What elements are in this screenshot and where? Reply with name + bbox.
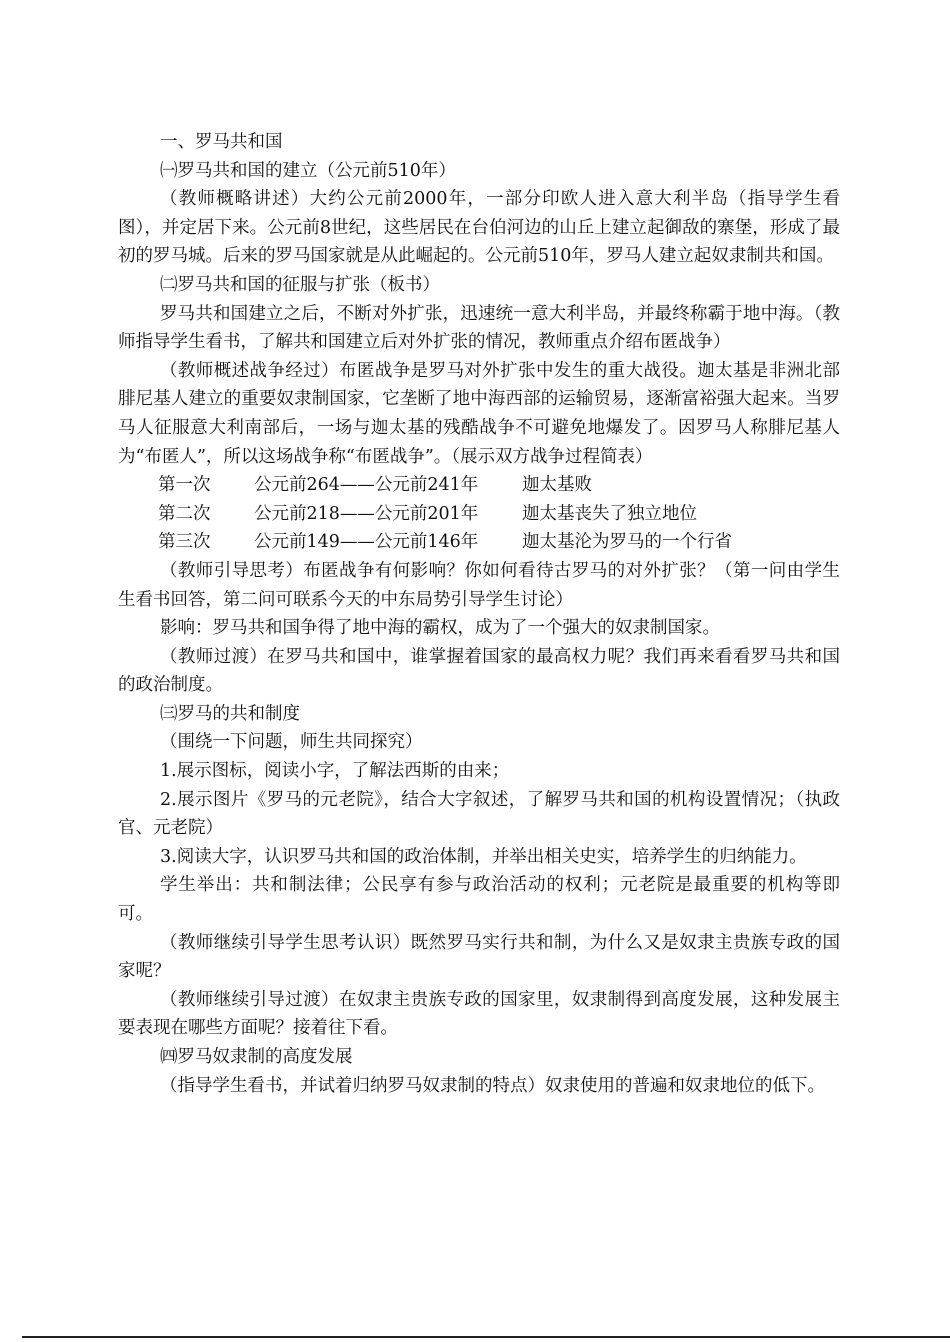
section-3-item-2: 2.展示图片《罗马的元老院》，结合大字叙述，了解罗马共和国的机构设置情况；（执政官、元老院） — [118, 789, 840, 839]
section-2-paragraph-3: （教师引导思考）布匿战争有何影响？你如何看待古罗马的对外扩张？（第一问由学生生看书回答，第二问可联系今天的中东局势引导学生讨论） — [118, 560, 840, 610]
section-2-paragraph-5: （教师过渡）在罗马共和国中，谁掌握着国家的最高权力呢？我们再来看看罗马共和国的政治制度。 — [118, 646, 840, 696]
war-number: 第三次 — [158, 532, 211, 553]
war-result: 迦太基败 — [522, 475, 592, 496]
war-period: 公元前218——公元前201年 — [254, 503, 479, 524]
war-row — [118, 500, 840, 529]
section-2-paragraph-2: （教师概述战争经过）布匿战争是罗马对外扩张中发生的重大战役。迦太基是非洲北部腓尼基人建立的重要奴隶制国家，它垄断了地中海西部的运输贸易，逐渐富裕强大起来。当罗马人征服意大利南部后，一场与迦太基的残酷战争不可避免地爆发了。因罗马人称腓尼基人为“布匿人”，所以这场战争称“布匿战争”。（展示双方战争过程简表） — [118, 360, 840, 467]
document-page — [118, 128, 840, 1100]
section-2-title: ㈡罗马共和国的征服与扩张（板书） — [160, 274, 440, 295]
section-3-paragraph-2: 学生举出：共和制法律；公民享有参与政治活动的权利；元老院是最重要的机构等即可。 — [118, 875, 840, 925]
section-4-title: ㈣罗马奴隶制的高度发展 — [160, 1047, 353, 1067]
war-number: 第二次 — [158, 503, 211, 524]
section-3-item-3: 3.阅读大字，认识罗马共和国的政治体制，并举出相关史实，培养学生的归纳能力。 — [160, 846, 807, 867]
section-3-title: ㈢罗马的共和制度 — [160, 703, 300, 724]
war-result: 迦太基丧失了独立地位 — [522, 503, 697, 524]
section-1-title: ㈠罗马共和国的建立（公元前510年） — [160, 160, 456, 181]
section-1-paragraph: （教师概略讲述）大约公元前2000年，一部分印欧人进入意大利半岛（指导学生看图），并定居下来。公元前8世纪，这些居民在台伯河边的山丘上建立起御敌的寨堡，形成了最初的罗马城。后来的罗马国家就是从此崛起的。公元前510年，罗马人建立起奴隶制共和国。 — [118, 189, 840, 267]
war-row — [118, 471, 840, 500]
section-3-paragraph-1: （围绕一下问题，师生共同探究） — [160, 732, 423, 753]
war-result: 迦太基沦为罗马的一个行省 — [522, 532, 732, 553]
war-period: 公元前264——公元前241年 — [254, 475, 479, 496]
section-3-paragraph-3: （教师继续引导学生思考认识）既然罗马实行共和制，为什么又是奴隶主贵族专政的国家呢？ — [118, 932, 840, 982]
war-row — [118, 528, 840, 557]
war-number: 第一次 — [158, 475, 211, 496]
section-3-paragraph-4: （教师继续引导过渡）在奴隶主贵族专政的国家里，奴隶制得到高度发展，这种发展主要表现在哪些方面呢？接着往下看。 — [118, 989, 840, 1039]
war-table — [118, 471, 840, 557]
section-4-paragraph-1: （指导学生看书，并试着归纳罗马奴隶制的特点）奴隶使用的普遍和奴隶地位的低下。 — [160, 1075, 825, 1096]
main-heading: 一、罗马共和国 — [160, 132, 283, 152]
section-2-paragraph-1: 罗马共和国建立之后，不断对外扩张，迅速统一意大利半岛，并最终称霸于地中海。（教师指导学生看书，了解共和国建立后对外扩张的情况，教师重点介绍布匿战争） — [118, 303, 840, 353]
section-2-paragraph-4: 影响：罗马共和国争得了地中海的霸权，成为了一个强大的奴隶制国家。 — [160, 618, 720, 639]
war-period: 公元前149——公元前146年 — [254, 532, 479, 553]
page-bottom-rule — [22, 1336, 950, 1338]
section-3-item-1: 1.展示图标，阅读小字，了解法西斯的由来； — [160, 761, 510, 782]
